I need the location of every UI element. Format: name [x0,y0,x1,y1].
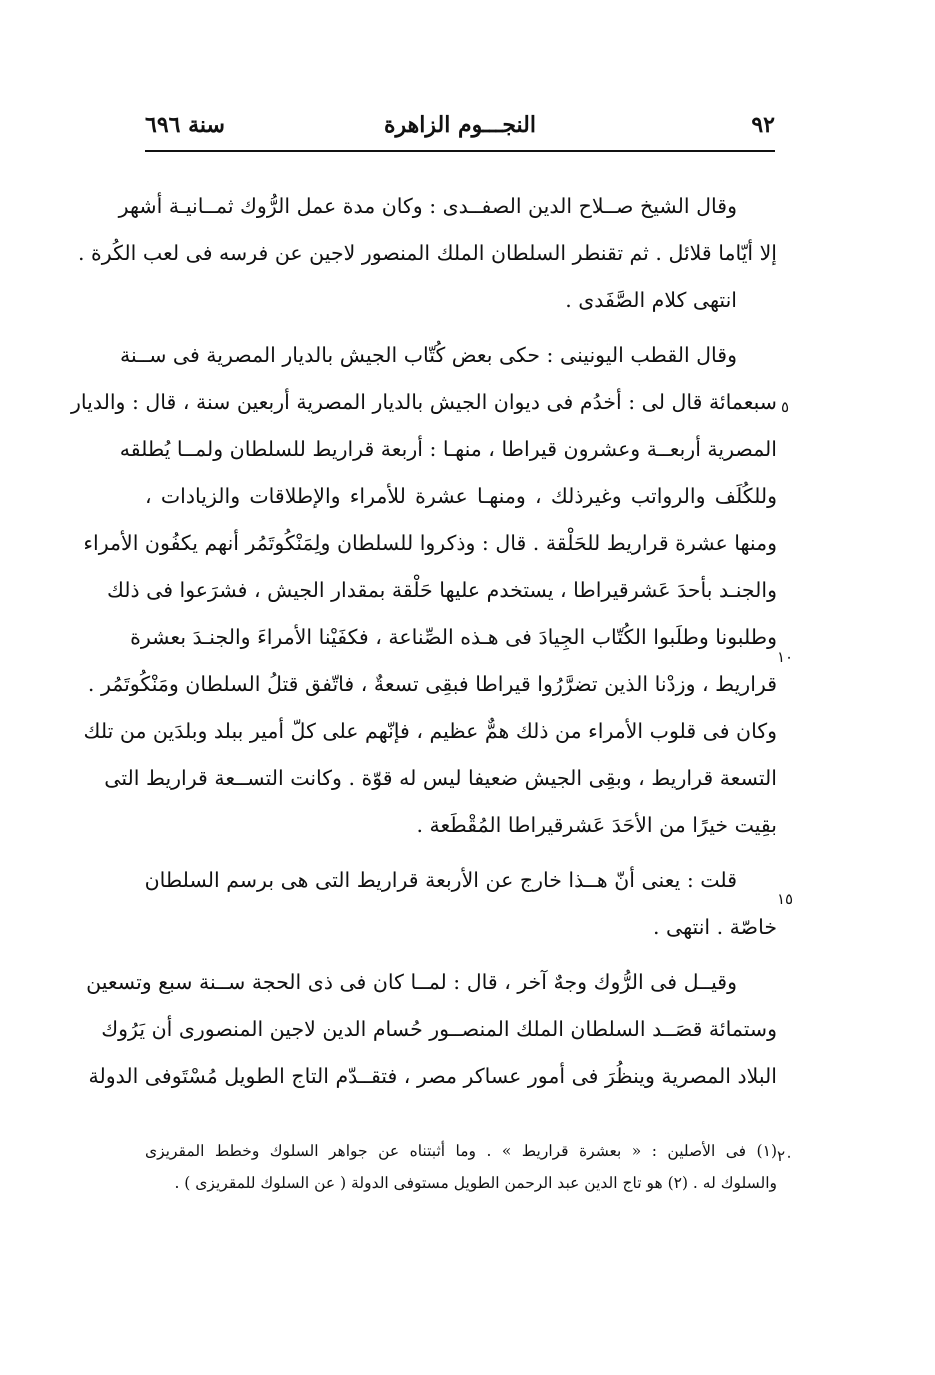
footnotes [145,1135,777,1199]
footnote-line: والسلوك له . (٢) هو تاج الدين عبد الرحمن الطويل مستوفى الدولة ( عن السلوك للمقريزى ) . [174,1174,777,1192]
text-line: التسعة قراريط ، وبقِى الجيش ضعيفا ليس له قوّة . وكانت التســعة قراريط التى [104,766,777,790]
text-line: وستمائة قصَــد السلطان الملك المنصــور حُسام الدين لاجين المنصورى أن يَرُوك [101,1017,777,1041]
text-line: بقِيت خيرًا من الأحَدَ عَشرقيراطا المُقْطَعة . [416,813,777,837]
footnote-line: (١) فى الأصلين : « بعشرة قراريط » . وما أثبتناه عن جواهر السلوك وخطط المقريزى [145,1142,777,1160]
main-text [71,183,777,1100]
text-line: قراريط ، وزدْنا الذين تضرَّرُوا قيراطا فبقِى تسعةٌ ، فاتّفق قتلُ السلطان ومَنْكُوتَمُر . [87,672,777,696]
text-line: إلا أيّاما قلائل . ثم تقنطر السلطان الملك المنصور لاجين عن فرسه فى لعب الكُرة . [77,241,777,265]
text-line: وطلبونا وطلَبوا الكُتّاب الجِيادَ فى هـذه الصِّناعة ، فكفَيْنا الأمراءَ والجنـدَ بعشرة [130,625,777,649]
text-line: وكان فى قلوب الأمراء من ذلك همٌّ عظيم ، فإنّهم على كلّ أمير ببلد وبلدَين من تلك [83,719,777,743]
line-marker-5: ٥ [780,398,790,416]
text-line: ومنها عشرة قراريط للحَلْقة . قال : وذكروا للسلطان ولِمَنْكُوتَمُر أنهم يكفُون الأمراء [83,531,777,555]
line-marker-20: ٢٠ [776,1147,794,1165]
text-line: البلاد المصرية وينظُرَ فى أمور عساكر مصر ، فتقــدّم التاج الطويل مُسْتَوفى الدولة [88,1064,777,1088]
line-marker-15: ١٥ [776,890,794,908]
text-line: وقيــل فى الرُّوك وجهٌ آخر ، قال : لمــا كان فى ذى الحجة ســنة سبع وتسعين [86,970,737,994]
running-title: النجـــوم الزاهرة [384,112,536,138]
text-line: وقال الشيخ صــلاح الدين الصفــدى : وكان مدة عمل الرُّوك ثمــانيـة أشهر [118,194,737,218]
text-line: سبعمائة قال لى : أخدُم فى ديوان الجيش بالديار المصرية أربعين سنة ، قال : والديار [71,390,777,414]
text-line: المصرية أربعــة وعشرون قيراطا ، منهـا : أربعة قراريط للسلطان ولمــا يُطلقه [119,437,777,461]
page-number: ٩٢ [751,112,775,138]
header-rule [145,150,775,152]
text-line: خاصّة . انتهى . [652,915,777,939]
text-line: والجنـد بأحدَ عَشرقيراطا ، يستخدم عليها حَلْقة بمقدار الجيش ، فشرَعوا فى ذلك [106,578,777,602]
text-line: وقال القطب اليونينى : حكى بعض كُتّاب الجيش بالديار المصرية فى ســنة [120,343,737,367]
running-year: سنة ٦٩٦ [145,112,225,138]
text-line: وللكُلَف والرواتب وغيرذلك ، ومنهـا عشرة للأمراء والإطلاقات والزيادات ، [145,484,777,508]
line-marker-10: ١٠ [776,648,794,666]
text-line: انتهى كلام الصَّفَدى . [565,288,737,312]
text-line: قلت : يعنى أنّ هــذا خارج عن الأربعة قراريط التى هى برسم السلطان [144,868,737,892]
page-header [145,110,775,146]
